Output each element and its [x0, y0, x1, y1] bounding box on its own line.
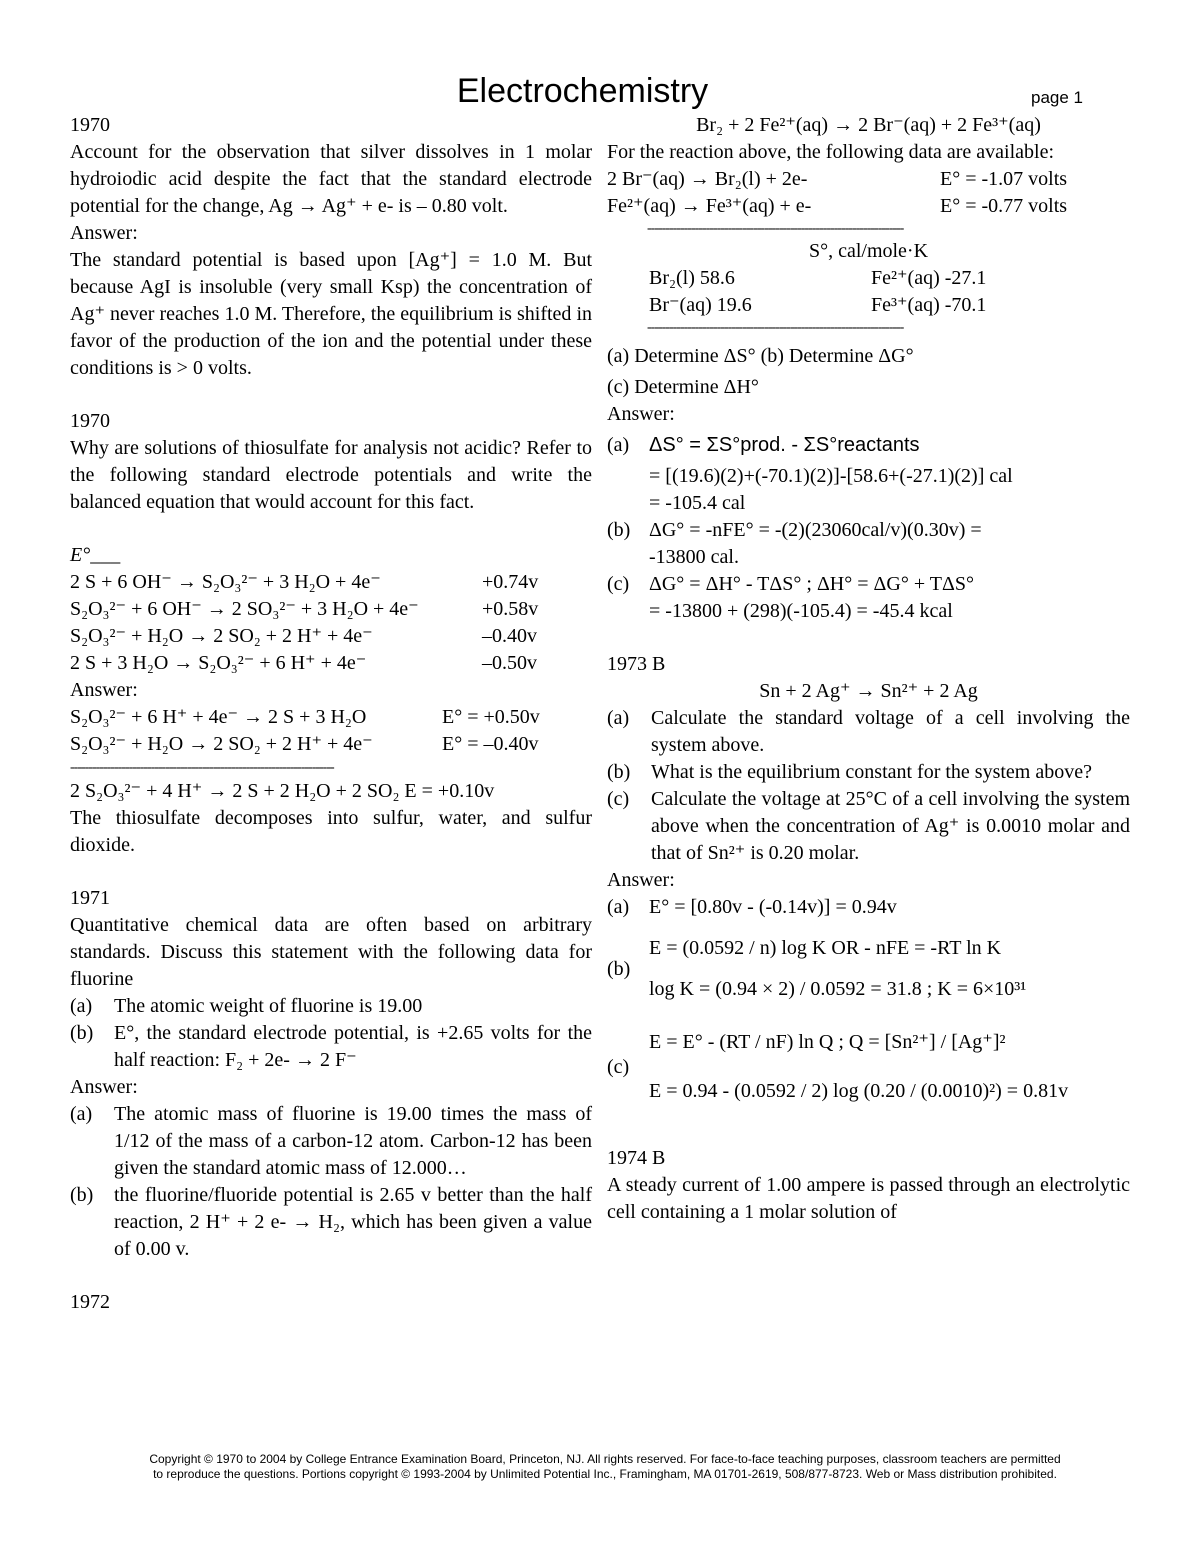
list-item: (a) The atomic mass of fluorine is 19.00 times the mass of 1/12 of the mass of a carbon-12 atom. Carbon-12 has been given the standard atomic mass of 12.000… — [70, 1101, 592, 1182]
question-1971: Quantitative chemical data are often based on arbitrary standards. Discuss this statement with the following data for fluorine — [70, 914, 592, 990]
question-1974: A steady current of 1.00 ampere is passed through an electrolytic cell containing a 1 molar solution of — [607, 1174, 1130, 1223]
question-c: (c) Determine ΔH° — [607, 376, 759, 398]
year-1972: 1972 — [70, 1291, 110, 1313]
question-1971-b: E°, the standard electrode potential, is +2.65 volts for the half reaction: F₂ + 2e- → 2 F⁻ — [114, 1022, 592, 1071]
cell-voltage: E = 0.94 - (0.0592 / 2) log (0.20 / (0.0010)²) = 0.81v — [649, 1080, 1069, 1102]
list-item: (b) E°, the standard electrode potential, is +2.65 volts for the half reaction: F₂ + 2e- → 2 F⁻ — [70, 1020, 592, 1074]
data-intro: For the reaction above, the following data are available: — [607, 141, 1055, 163]
divider-line: ------------------------------------------------------------------------ — [70, 760, 334, 775]
question-1973-a: Calculate the standard voltage of a cell involving the system above. — [651, 707, 1130, 756]
reaction-potential: +0.74v — [482, 571, 539, 593]
answer-label: Answer: — [607, 869, 675, 891]
solution-a-line3: = -105.4 cal — [649, 492, 746, 514]
list-item: (c) Calculate the voltage at 25°C of a cell involving the system above when the concentration of Ag⁺ is 0.0010 molar and that of Sn²⁺ is 0.20 molar. — [607, 786, 1130, 867]
answer-reaction-potential: E° = +0.50v — [442, 706, 540, 728]
solution-1973-a: (a) E° = [0.80v - (-0.14v)] = 0.94v — [607, 894, 1130, 921]
copyright-footer — [60, 1452, 1150, 1482]
nernst-relation: E = (0.0592 / n) log K OR - nFE = -RT ln K — [649, 937, 1002, 959]
list-item: (a) Calculate the standard voltage of a cell involving the system above. — [607, 705, 1130, 759]
answer-1970-silver: The standard potential is based upon [Ag⁺] = 1.0 M. But because AgI is insoluble (very small Ksp) the concentration of Ag⁺ never reaches 1.0 M. Therefore, the equilibrium is shifted in favor of the production of the ion and the potential under these conditions is > 0 volts. — [70, 249, 592, 379]
answer-label: Answer: — [70, 679, 138, 701]
solution-1973-b: (b) E = (0.0592 / n) log K OR - nFE = -RT ln K log K = (0.94 × 2) / 0.0592 = 31.8 ; K = 6×10³¹ — [607, 935, 1130, 1003]
question-1973-c: Calculate the voltage at 25°C of a cell involving the system above when the concentration of Ag⁺ is 0.0010 molar and that of Sn²⁺ is 0.20 molar. — [651, 788, 1130, 864]
entropy-heading: S°, cal/mole·K — [808, 240, 929, 262]
solution-c-line2: = -13800 + (298)(-105.4) = -45.4 kcal — [649, 600, 953, 622]
answer-reaction-potential: E° = –0.40v — [442, 733, 539, 755]
year-1970-b: 1970 — [70, 410, 110, 432]
table-cell: Br₂(l) 58.6 — [649, 267, 735, 289]
e-standard-heading: E°___ — [70, 544, 121, 566]
half-reaction-row — [607, 193, 1130, 220]
reaction-potential: +0.58v — [482, 598, 539, 620]
reaction-row — [70, 650, 592, 677]
table-cell: Fe³⁺(aq) -70.1 — [871, 294, 987, 316]
answer-reaction-row — [70, 704, 592, 731]
half-reaction-potential: E° = -0.77 volts — [940, 195, 1068, 217]
solution-b: (b) ΔG° = -nFE° = -(2)(23060cal/v)(0.30v) = — [607, 517, 1130, 544]
equilibrium-constant: log K = (0.94 × 2) / 0.0592 = 31.8 ; K = 6×10³¹ — [649, 978, 1027, 1000]
question-1971-a: The atomic weight of fluorine is 19.00 — [114, 995, 423, 1017]
table-cell: Fe²⁺(aq) -27.1 — [871, 267, 987, 289]
reaction-equation: S₂O₃²⁻ + 6 OH⁻ → 2 SO₃²⁻ + 3 H₂O + 4e⁻ — [70, 598, 419, 620]
answer-1971-a: The atomic mass of fluorine is 19.00 times the mass of 1/12 of the mass of a carbon-12 atom. Carbon-12 has been given the standard atomic mass of 12.000… — [114, 1103, 592, 1179]
year-1974: 1974 B — [607, 1147, 666, 1169]
gibbs-formula: ΔG° = -nFE° = -(2)(23060cal/v)(0.30v) = — [649, 519, 982, 541]
list-item: (b) the fluorine/fluoride potential is 2.65 v better than the half reaction, 2 H⁺ + 2 e- → H₂, which has been given a value of 0.00 v. — [70, 1182, 592, 1263]
reaction-potential: –0.50v — [482, 652, 537, 674]
left-column — [70, 112, 592, 1316]
copyright-line-1: Copyright © 1970 to 2004 by College Entrance Examination Board, Princeton, NJ. All rights reserved. For face-to-face teaching purposes, classroom teachers are permitted — [149, 1452, 1061, 1466]
year-1970-a: 1970 — [70, 114, 110, 136]
solution-1973-c: (c) E = E° - (RT / nF) ln Q ; Q = [Sn²⁺] / [Ag⁺]² E = 0.94 - (0.0592 / 2) log (0.20 / (0.0010)²) = 0.81v — [607, 1029, 1130, 1105]
solution-b-line2: -13800 cal. — [649, 546, 739, 568]
reaction-row — [70, 596, 592, 623]
thiosulfate-conclusion: The thiosulfate decomposes into sulfur, water, and sulfur dioxide. — [70, 807, 592, 856]
list-item: (b) What is the equilibrium constant for the system above? — [607, 759, 1130, 786]
reaction-header: Br₂ + 2 Fe²⁺(aq) → 2 Br⁻(aq) + 2 Fe³⁺(aq) — [696, 114, 1041, 136]
year-1971: 1971 — [70, 887, 110, 909]
page-number: page 1 — [1031, 88, 1083, 107]
solution-a-line2: = [(19.6)(2)+(-70.1)(2)]-[58.6+(-27.1)(2)] cal — [649, 465, 1013, 487]
answer-reaction: S₂O₃²⁻ + H₂O → 2 SO₂ + 2 H⁺ + 4e⁻ — [70, 733, 373, 755]
answer-reaction-row — [70, 731, 592, 758]
solution-c: (c) ΔG° = ΔH° - TΔS° ; ΔH° = ΔG° + TΔS° — [607, 571, 1130, 598]
solution-a: (a) ΔS° = ΣS°prod. - ΣS°reactants — [607, 432, 1130, 459]
answer-reaction: S₂O₃²⁻ + 6 H⁺ + 4e⁻ → 2 S + 3 H₂O — [70, 706, 367, 728]
entropy-table — [607, 265, 1130, 319]
voltage-formula: E° = [0.80v - (-0.14v)] = 0.94v — [649, 896, 897, 918]
half-reaction: Fe²⁺(aq) → Fe³⁺(aq) + e- — [607, 195, 812, 217]
question-1970-thiosulfate: Why are solutions of thiosulfate for analysis not acidic? Refer to the following standard electrode potentials and write the balanced equation that would account for this fact. — [70, 437, 592, 513]
net-reaction: 2 S₂O₃²⁻ + 4 H⁺ → 2 S + 2 H₂O + 2 SO₂ E = +0.10v — [70, 780, 495, 802]
nernst-equation: E = E° - (RT / nF) ln Q ; Q = [Sn²⁺] / [Ag⁺]² — [649, 1031, 1006, 1053]
answer-label: Answer: — [70, 222, 138, 244]
question-ab: (a) Determine ΔS° (b) Determine ΔG° — [607, 345, 914, 367]
page-title: Electrochemistry — [456, 72, 709, 110]
year-1973: 1973 B — [607, 653, 666, 675]
half-reaction-potential: E° = -1.07 volts — [940, 168, 1068, 190]
reaction-1973: Sn + 2 Ag⁺ → Sn²⁺ + 2 Ag — [759, 680, 978, 702]
reaction-row — [70, 623, 592, 650]
reaction-row — [70, 569, 592, 596]
entropy-formula: ΔS° = ΣS°prod. - ΣS°reactants — [649, 434, 920, 456]
copyright-line-2: to reproduce the questions. Portions copyright © 1993-2004 by Unlimited Potential Inc., Framingham, MA 01701-2619, 508/877-8723. Web or Mass distribution prohibited. — [153, 1467, 1057, 1481]
reaction-potential: –0.40v — [482, 625, 537, 647]
reaction-equation: S₂O₃²⁻ + H₂O → 2 SO₂ + 2 H⁺ + 4e⁻ — [70, 625, 373, 647]
question-1970-silver: Account for the observation that silver dissolves in 1 molar hydroiodic acid despite the fact that the standard electrode potential for the change, Ag → Ag⁺ + e- is – 0.80 volt. — [70, 141, 592, 217]
table-cell: Br⁻(aq) 19.6 — [649, 294, 752, 316]
divider-line: ---------------------------------------------------------------------- — [647, 221, 904, 236]
answer-label: Answer: — [607, 403, 675, 425]
answer-1971-b: the fluorine/fluoride potential is 2.65 v better than the half reaction, 2 H⁺ + 2 e- → H₂, which has been given a value of 0.00 v. — [114, 1184, 592, 1260]
divider-line: ---------------------------------------------------------------------- — [647, 320, 904, 335]
question-1973-b: What is the equilibrium constant for the system above? — [651, 761, 1092, 783]
half-reaction-row — [607, 166, 1130, 193]
reaction-equation: 2 S + 6 OH⁻ → S₂O₃²⁻ + 3 H₂O + 4e⁻ — [70, 571, 381, 593]
reaction-equation: 2 S + 3 H₂O → S₂O₃²⁻ + 6 H⁺ + 4e⁻ — [70, 652, 367, 674]
enthalpy-formula: ΔG° = ΔH° - TΔS° ; ΔH° = ΔG° + TΔS° — [649, 573, 974, 595]
half-reaction: 2 Br⁻(aq) → Br₂(l) + 2e- — [607, 168, 808, 190]
right-column — [607, 112, 1130, 1226]
list-item: (a) The atomic weight of fluorine is 19.00 — [70, 993, 592, 1020]
answer-label: Answer: — [70, 1076, 138, 1098]
